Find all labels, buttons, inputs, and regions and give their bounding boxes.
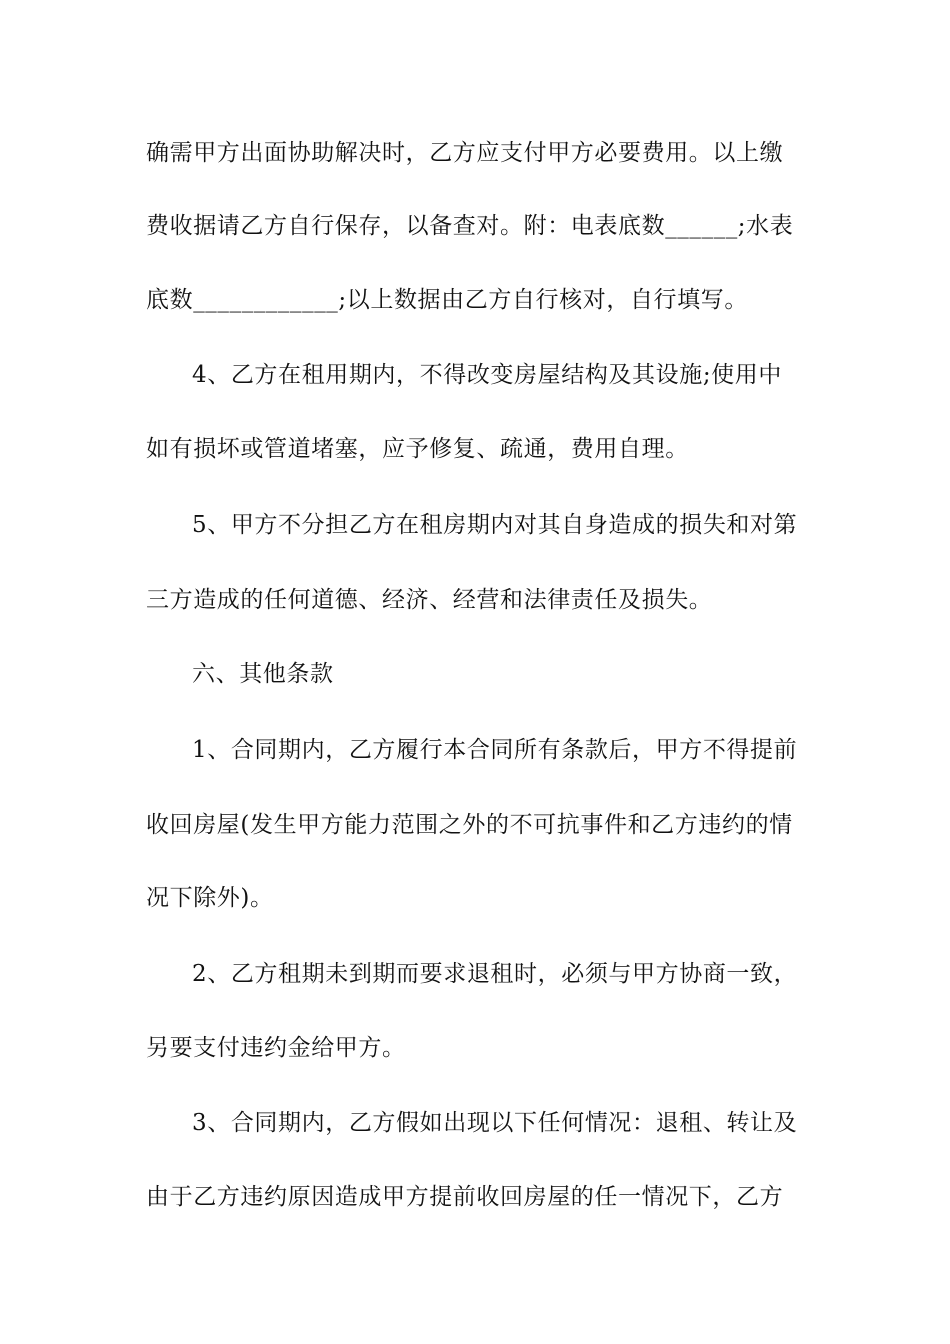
text-line-4: 4、乙方在租用期内，不得改变房屋结构及其设施;使用中 [192, 362, 782, 388]
text-line-7: 三方造成的任何道德、经济、经营和法律责任及损失。 [146, 587, 713, 613]
text-line-3: 底数____________;以上数据由乙方自行核对，自行填写。 [146, 287, 748, 313]
section-heading: 六、其他条款 [192, 661, 334, 687]
text-line-2: 费收据请乙方自行保存，以备查对。附：电表底数______;水表 [146, 213, 794, 239]
text-line-15: 由于乙方违约原因造成甲方提前收回房屋的任一情况下，乙方 [146, 1184, 784, 1210]
text-line-13: 另要支付违约金给甲方。 [146, 1035, 406, 1061]
text-line-11: 况下除外)。 [146, 885, 274, 911]
text-line-9: 1、合同期内，乙方履行本合同所有条款后，甲方不得提前 [192, 737, 798, 763]
text-line-6: 5、甲方不分担乙方在租房期内对其自身造成的损失和对第 [192, 512, 798, 538]
text-line-10: 收回房屋(发生甲方能力范围之外的不可抗事件和乙方违约的情 [146, 812, 793, 838]
text-line-14: 3、合同期内，乙方假如出现以下任何情况：退租、转让及 [192, 1110, 798, 1136]
text-line-5: 如有损坏或管道堵塞，应予修复、疏通，费用自理。 [146, 436, 689, 462]
text-line-12: 2、乙方租期未到期而要求退租时，必须与甲方协商一致， [192, 961, 798, 987]
text-line-1: 确需甲方出面协助解决时，乙方应支付甲方必要费用。以上缴 [146, 140, 784, 166]
